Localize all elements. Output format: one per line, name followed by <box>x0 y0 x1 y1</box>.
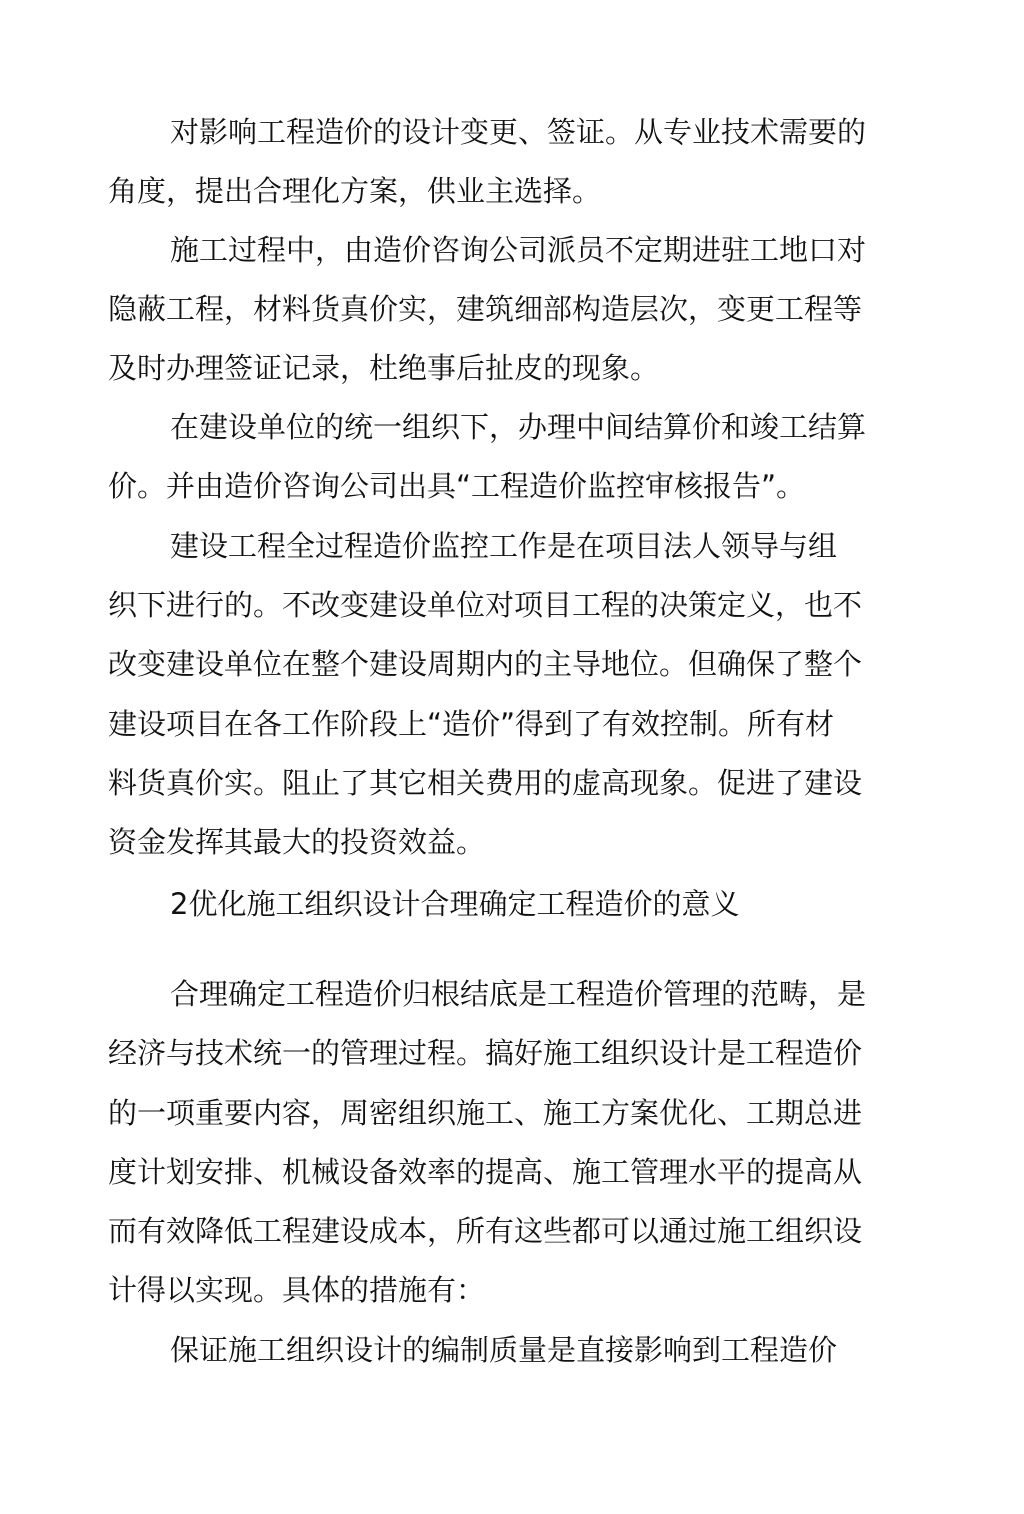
paragraph-4-line-3: 改变建设单位在整个建设周期内的主导地位。但确保了整个 <box>108 647 863 681</box>
paragraph-2-line-3: 及时办理签证记录，杜绝事后扯皮的现象。 <box>108 351 660 385</box>
paragraph-5-line-5: 而有效降低工程建设成本，所有这些都可以通过施工组织设 <box>108 1214 863 1248</box>
paragraph-4-line-6: 资金发挥其最大的投资效益。 <box>108 825 486 859</box>
paragraph-5-line-4: 度计划安排、机械设备效率的提高、施工管理水平的提高从 <box>108 1155 863 1189</box>
paragraph-4-line-1: 建设工程全过程造价监控工作是在项目法人领导与组 <box>170 529 838 563</box>
paragraph-1-line-2: 角度，提出合理化方案，供业主选择。 <box>108 174 602 208</box>
paragraph-5-line-6: 计得以实现。具体的措施有： <box>108 1273 486 1307</box>
paragraph-1-line-1: 对影响工程造价的设计变更、签证。从专业技术需要的 <box>170 115 867 149</box>
paragraph-4-line-2: 织下进行的。不改变建设单位对项目工程的决策定义，也不 <box>108 588 863 622</box>
paragraph-2-line-2: 隐蔽工程，材料货真价实，建筑细部构造层次，变更工程等 <box>108 292 863 326</box>
paragraph-2-line-1: 施工过程中，由造价咨询公司派员不定期进驻工地口对 <box>170 233 867 267</box>
paragraph-4-line-4: 建设项目在各工作阶段上“造价”得到了有效控制。所有材 <box>108 707 835 741</box>
paragraph-6-line-1: 保证施工组织设计的编制质量是直接影响到工程造价 <box>170 1333 838 1367</box>
paragraph-3-line-1: 在建设单位的统一组织下，办理中间结算价和竣工结算 <box>170 410 867 444</box>
section-heading: 2优化施工组织设计合理确定工程造价的意义 <box>170 887 740 921</box>
paragraph-5-line-3: 的一项重要内容，周密组织施工、施工方案优化、工期总进 <box>108 1096 863 1130</box>
paragraph-3-line-2: 价。并由造价咨询公司出具“工程造价监控审核报告”。 <box>108 469 806 503</box>
paragraph-5-line-1: 合理确定工程造价归根结底是工程造价管理的范畴，是 <box>170 977 867 1011</box>
paragraph-5-line-2: 经济与技术统一的管理过程。搞好施工组织设计是工程造价 <box>108 1036 863 1070</box>
paragraph-4-line-5: 料货真价实。阻止了其它相关费用的虚高现象。促进了建设 <box>108 766 863 800</box>
